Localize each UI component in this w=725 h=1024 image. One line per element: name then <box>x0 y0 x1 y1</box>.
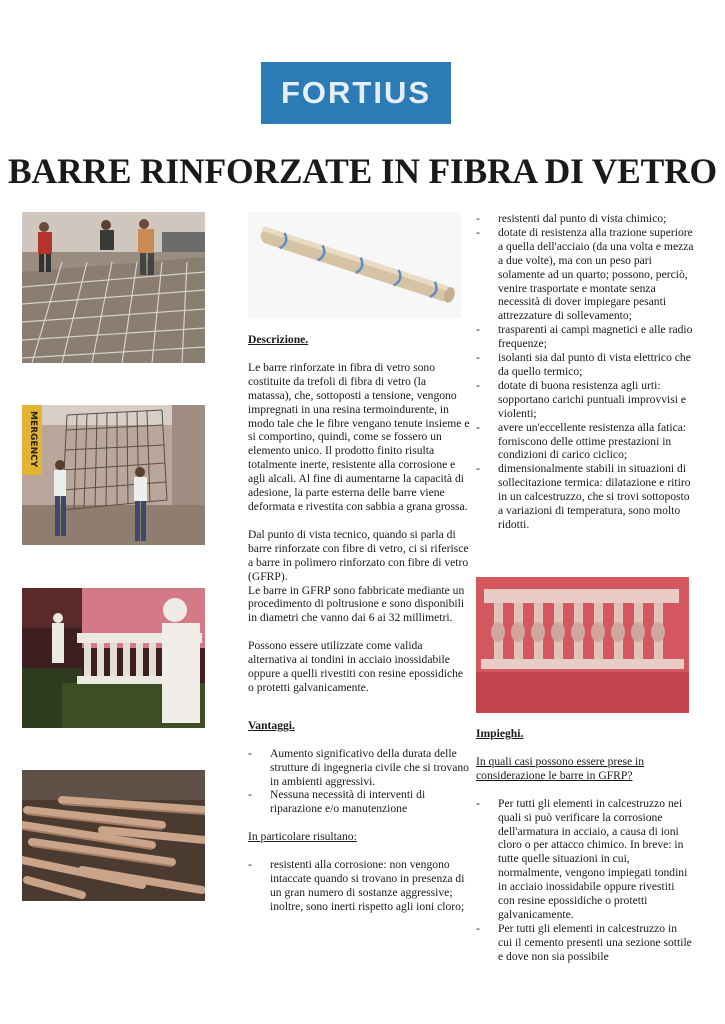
list-item: - isolanti sia dal punto di vista elettrico che da quello termico; <box>476 351 694 379</box>
vantaggi-sub-list <box>248 858 470 914</box>
list-item: - resistenti dal punto di vista chimico; <box>476 212 694 226</box>
photo-balustrade-right <box>476 577 689 713</box>
descrizione-paragraph: Le barre in GFRP sono fabbricate mediante un procedimento di poltrusione e sono disponibili in diametri che vanno dai 6 ai 32 millimetri. <box>248 583 465 625</box>
properties-list <box>476 212 694 532</box>
column-middle <box>248 333 470 914</box>
vantaggi-heading: Vantaggi. <box>248 718 295 732</box>
list-item: - resistenti alla corrosione: non vengono intaccate quando si trovano in presenza di un gran numero di sostanze aggressive; inoltre, sono inerti rispetto agli ioni cloro; <box>248 858 470 914</box>
impieghi-section <box>476 727 694 964</box>
photo-gfrp-bar <box>248 212 461 318</box>
photo-bars-pile <box>22 770 205 901</box>
fortius-logo <box>261 62 451 124</box>
descrizione-paragraph: Le barre rinforzate in fibra di vetro sono costituite da trefoli di fibra di vetro (la matassa), che, sottoposti a tensione, vengono impregnati in una resina termoindurente, in modo tale che le fibre vengano tenute insieme e si comportino, quindi, come se fossero un elemento unico. Il prodotto finito risulta totalmente inerte, resistente alla corrosione e agli alcali. Al fine di aumentarne la capacità di adesione, la parte esterna delle barre viene deformata e rivestita con sabbia a grana grossa. <box>248 360 470 513</box>
photo-rebar-cage <box>22 405 205 545</box>
list-item: - trasparenti ai campi magnetici e alle radio frequenze; <box>476 323 694 351</box>
page-title: BARRE RINFORZATE IN FIBRA DI VETRO <box>8 151 717 191</box>
descrizione-paragraph: Possono essere utilizzate come valida alternativa ai tondini in acciaio inossidabile oppure a quelli rivestiti con resine epossidiche o protetti galvanicamente. <box>248 639 464 694</box>
list-item: - dimensionalmente stabili in situazioni di sollecitazione termica: dilatazione e ritiro in un calcestruzzo, che si trovi sottoposto a variazioni di temperatura, sono molto ridotti. <box>476 462 694 532</box>
descrizione-heading: Descrizione. <box>248 333 309 346</box>
list-item: - Nessuna necessità di interventi di riparazione e/o manutenzione <box>248 788 470 816</box>
list-item: - avere un'eccellente resistenza alla fatica: forniscono delle ottime prestazioni in condizioni di carico ciclico; <box>476 421 694 463</box>
photo-workers-mesh <box>22 212 205 363</box>
descrizione-paragraph: Dal punto di vista tecnico, quando si parla di barre rinforzate con fibre di vetro, ci si riferisce a barre in polimero rinforzato con fibre di vetro (GFRP). <box>248 527 469 583</box>
impieghi-question: In quali casi possono essere prese in considerazione le barre in GFRP? <box>476 754 645 782</box>
list-item: - Aumento significativo della durata delle strutture di ingegneria civile che si trovano in ambienti aggressivi. <box>248 747 470 789</box>
logo-text: FORTIUS <box>280 75 432 110</box>
emergency-sign: MERGENCY <box>28 411 38 468</box>
vantaggi-list <box>248 747 470 817</box>
list-item: - Per tutti gli elementi in calcestruzzo in cui il cemento presenti una sezione sottile e dove non sia possibile <box>476 922 694 964</box>
vantaggi-subheading: In particolare risultano: <box>248 830 357 844</box>
column-right <box>476 212 694 532</box>
list-item: - dotate di resistenza alla trazione superiore a quella dell'acciaio (da una volta e mezza a due volte), ma con un peso pari solamente ad un quarto; possono, perciò, venire trasportate e montate senza necessità di dover impiegare pesanti attrezzature di sollevamento; <box>476 226 694 323</box>
list-item: - dotate di buona resistenza agli urti: sopportano carichi puntuali improvvisi e violenti; <box>476 379 694 421</box>
photo-balustrade-left <box>22 588 205 728</box>
impieghi-heading: Impieghi. <box>476 727 524 740</box>
list-item: - Per tutti gli elementi in calcestruzzo nei quali si può verificare la corrosione dell'armatura in acciaio, a causa di ioni cloro o per attacco chimico. In breve: in tutte quelle situazioni in cui, normalmente, vengono impiegati tondini in acciaio inossidabile oppure rivestiti con resine epossidiche o protetti galvanicamente. <box>476 797 694 922</box>
impieghi-list <box>476 797 694 964</box>
